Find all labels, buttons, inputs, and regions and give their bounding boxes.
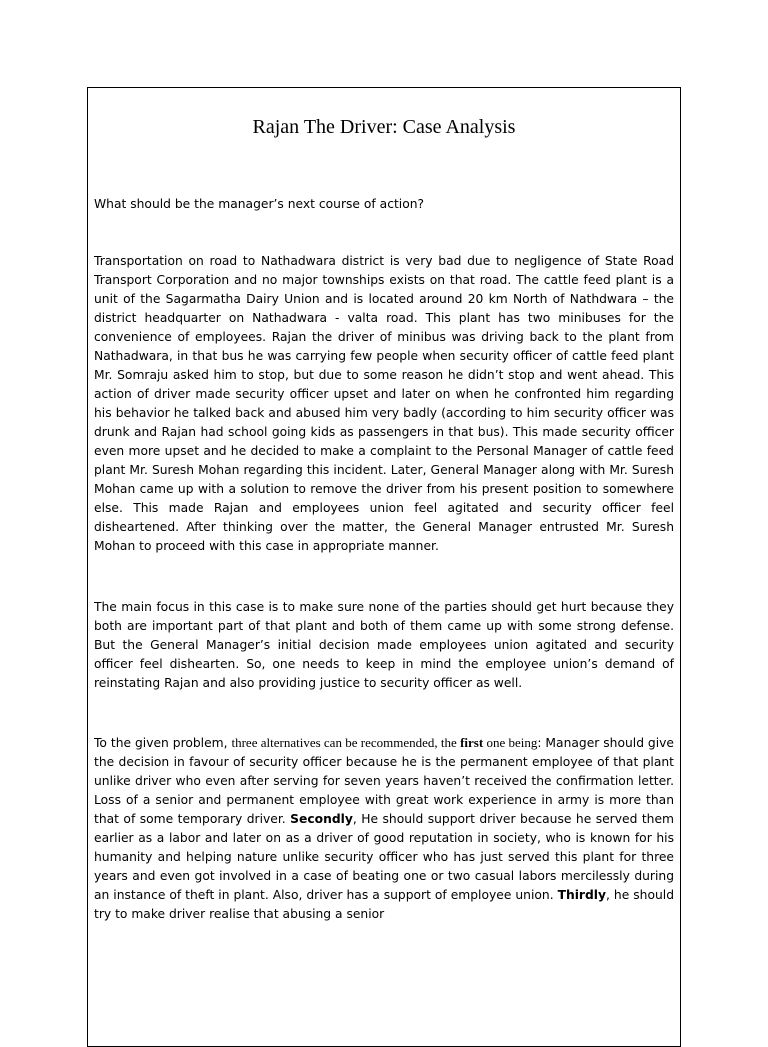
question-text: What should be the manager’s next course of action? xyxy=(94,197,425,211)
third-alternative-text: , he should try to make driver realise that abusing a senior xyxy=(94,888,674,921)
first-keyword: first xyxy=(460,735,484,750)
paragraph-alternatives xyxy=(94,733,674,924)
paragraph-main-focus: The main focus in this case is to make sure none of the parties should get hurt because they both are important part of that plant and both of them came up with some strong defense. But the General Manager’s initial decision made employees union agitated and security officer feel dishearten. So, one needs to keep in mind the employee union’s demand of reinstating Rajan and also providing justice to security officer as well. xyxy=(94,600,674,690)
first-alternative-text: : Manager should give the decision in favour of security officer because he is the permanent employee of that plant unlike driver who even after serving for seven years haven’t received the confirmation letter. Loss of a senior and permanent employee with great work experience in army is more than that of some temporary driver. xyxy=(94,736,674,826)
paragraph-background: Transportation on road to Nathadwara district is very bad due to negligence of State Road Transport Corporation and no major townships exists on that road. The cattle feed plant is a unit of the Sagarmatha Dairy Union and is located around 20 km North of Nathdwara – the district headquarter on Nathadwara - valta road. This plant has two minibuses for the convenience of employees. Rajan the driver of minibus was driving back to the plant from Nathadwara, in that bus he was carrying few people when security officer of cattle feed plant Mr. Somraju asked him to stop, but due to some reason he didn’t stop and went ahead. This action of driver made security officer upset and later on when he confronted him regarding his behavior he talked back and abused him very badly (according to him security officer was drunk and Rajan had school going kids as passengers in that bus). This made security officer even more upset and he decided to make a complaint to the Personal Manager of cattle feed plant Mr. Suresh Mohan regarding this incident. Later, General Manager along with Mr. Suresh Mohan came up with a solution to remove the driver from his present position to somewhere else. This made Rajan and employees union feel agitated and security officer feel disheartened. After thinking over the matter, the General Manager entrusted Mr. Suresh Mohan to proceed with this case in appropriate manner. xyxy=(94,254,674,553)
page-title: Rajan The Driver: Case Analysis xyxy=(252,116,516,138)
secondly-keyword: Secondly xyxy=(290,812,353,826)
alternatives-intro-serif: three alternatives can be recommended, the xyxy=(231,735,461,750)
second-alternative-text: , He should support driver because he served them earlier as a labor and later on as a driver of good reputation in society, who is known for his humanity and helping nature unlike security officer who has just served this plant for three years and even got involved in a case of beating one or two casual labors mercilessly during an instance of theft in plant. Also, driver has a support of employee union. xyxy=(94,812,675,902)
alternatives-intro: To the given problem, xyxy=(94,736,232,750)
one-being-text: one being xyxy=(483,735,538,750)
thirdly-keyword: Thirdly xyxy=(557,888,607,902)
